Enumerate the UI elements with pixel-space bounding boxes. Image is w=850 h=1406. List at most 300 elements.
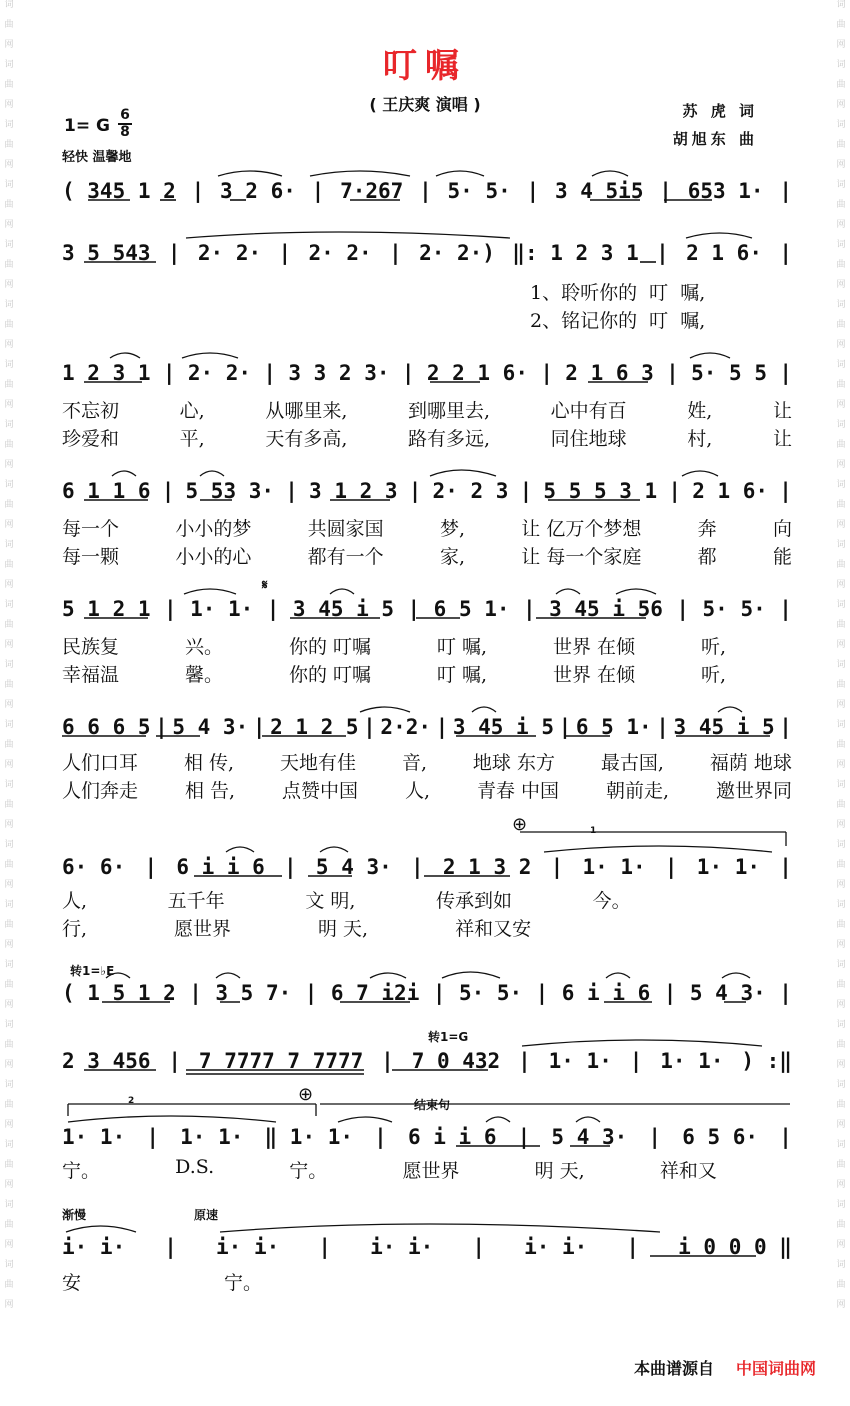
lyric: 邀世界同 bbox=[715, 780, 792, 802]
watermark-char: 曲 bbox=[836, 560, 846, 570]
slur bbox=[226, 847, 254, 852]
slur bbox=[360, 707, 410, 712]
measure: ( 345 1 2 bbox=[62, 179, 176, 203]
measure: 3 4 5i5 bbox=[554, 179, 644, 203]
lyric: 2、铭记你的 叮 嘱, bbox=[530, 310, 706, 332]
lyric: 小小的心 bbox=[175, 546, 252, 568]
lyric-line bbox=[62, 1156, 792, 1183]
watermark-char: 网 bbox=[836, 1060, 846, 1070]
measure: 5· 5· bbox=[458, 981, 523, 1005]
slur bbox=[370, 973, 406, 978]
lyric-line-verse1 bbox=[62, 886, 792, 913]
watermark-char: 曲 bbox=[836, 1040, 846, 1050]
watermark-char: 网 bbox=[4, 1120, 14, 1130]
a-tempo-label: 原速 bbox=[194, 1208, 219, 1222]
watermark-char: 网 bbox=[4, 220, 14, 230]
watermark-char: 词 bbox=[836, 540, 846, 550]
watermark-char: 词 bbox=[4, 300, 14, 310]
lyric: 村, bbox=[687, 428, 713, 450]
lyric: 路有多远, bbox=[407, 428, 491, 450]
lyric: 愿世界 bbox=[402, 1160, 460, 1182]
watermark-char: 网 bbox=[4, 40, 14, 50]
lyric: 让 bbox=[772, 428, 792, 450]
song-title: 叮嘱 bbox=[383, 46, 467, 86]
slur bbox=[338, 1117, 392, 1122]
watermark-char: 网 bbox=[4, 1300, 14, 1310]
measure: 5 1 2 1 bbox=[62, 597, 151, 621]
lyric: 相 传, bbox=[183, 752, 235, 774]
watermark-char: 网 bbox=[4, 520, 14, 530]
watermark-char: 词 bbox=[836, 60, 846, 70]
measure: 6 5 1· bbox=[433, 597, 510, 621]
slur bbox=[556, 589, 580, 594]
watermark-char: 曲 bbox=[4, 440, 14, 450]
lyric: 福荫 地球 bbox=[709, 752, 792, 774]
lyric: 音, bbox=[401, 752, 427, 774]
watermark-char: 词 bbox=[836, 180, 846, 190]
slur bbox=[68, 1116, 276, 1122]
measure: 3 5 7· bbox=[215, 981, 292, 1005]
lyric: 宁。 bbox=[289, 1160, 328, 1182]
watermark-char: 词 bbox=[4, 720, 14, 730]
watermark-char: 曲 bbox=[4, 980, 14, 990]
watermark-char: 曲 bbox=[4, 1040, 14, 1050]
watermark-char: 曲 bbox=[836, 500, 846, 510]
watermark-char: 网 bbox=[836, 400, 846, 410]
lyric: 相 告, bbox=[184, 780, 236, 802]
measure: 6 1 1 6 bbox=[62, 479, 151, 503]
lyric: 你的 叮嘱 bbox=[288, 664, 371, 686]
time-signature bbox=[118, 108, 132, 140]
lyric: 青春 中国 bbox=[476, 780, 560, 802]
watermark-char: 词 bbox=[836, 240, 846, 250]
measure: 3 1 2 3 bbox=[309, 479, 398, 503]
measure: 3 45 i 5 bbox=[673, 715, 775, 739]
lyric-line-verse2 bbox=[62, 660, 792, 687]
lyric-line bbox=[530, 306, 792, 333]
source-credit bbox=[634, 1356, 816, 1379]
lyric: 听, bbox=[700, 664, 727, 686]
watermark-char: 词 bbox=[836, 960, 846, 970]
lyric: 姓, bbox=[687, 400, 713, 422]
watermark-char: 词 bbox=[4, 60, 14, 70]
watermark-char: 曲 bbox=[836, 1220, 846, 1230]
slur bbox=[486, 1117, 510, 1122]
measure: 6 5 1· bbox=[575, 715, 652, 739]
watermark-char: 网 bbox=[4, 400, 14, 410]
lyric-line-verse2 bbox=[62, 776, 792, 803]
measure: 2 1 6· bbox=[692, 479, 769, 503]
watermark-char: 词 bbox=[836, 0, 846, 10]
lyric: 最古国, bbox=[600, 752, 664, 774]
measure: ‖ 1· 1· bbox=[264, 1125, 354, 1149]
watermark-char: 曲 bbox=[4, 1220, 14, 1230]
notation-system-10: 1· 1· | 1· 1· ‖ 1· 1· | 6 i i 6 | 5 4 3· | 6 5 6· | bbox=[62, 1125, 792, 1149]
watermark-char: 词 bbox=[836, 300, 846, 310]
time-signature-bottom: 8 bbox=[120, 124, 130, 140]
watermark-char: 网 bbox=[836, 1120, 846, 1130]
measure: ( 1 5 1 2 bbox=[62, 981, 176, 1005]
slur bbox=[722, 973, 750, 978]
lyric: 人, bbox=[62, 890, 88, 912]
lyric: 心, bbox=[179, 400, 205, 422]
watermark-char: 曲 bbox=[4, 80, 14, 90]
lyric: 点赞中国 bbox=[282, 780, 359, 802]
lyric: 世界 在倾 bbox=[552, 664, 636, 686]
watermark-char: 曲 bbox=[836, 320, 846, 330]
notation-system-5: 5 1 2 1 | 1· 1· | 3 45 i 5 | 6 5 1· | 3 45 i 56 | 5· 5· | bbox=[62, 597, 792, 621]
slur bbox=[182, 353, 238, 358]
lyric: 珍爱和 bbox=[62, 428, 120, 450]
lyric: 愿世界 bbox=[174, 918, 232, 940]
volta-1-label: 1 bbox=[590, 826, 597, 836]
key-signature: 1= G bbox=[64, 116, 110, 136]
measure: i· i· bbox=[216, 1235, 280, 1259]
measure: 3 3 2 3· bbox=[288, 361, 390, 385]
lyric: 1、聆听你的 叮 嘱, bbox=[530, 282, 706, 304]
measure: 2 1 2 5 bbox=[270, 715, 359, 739]
lyric: 不忘初 bbox=[62, 400, 120, 422]
measure: 6 5 6· bbox=[682, 1125, 759, 1149]
measure: ) :‖ bbox=[741, 1049, 792, 1073]
lyric: 天地有佳 bbox=[279, 752, 356, 774]
slur bbox=[184, 589, 236, 594]
lyric: 到哪里去, bbox=[407, 400, 491, 422]
lyric: 地球 东方 bbox=[472, 752, 555, 774]
lyric: 明 天, bbox=[534, 1160, 585, 1182]
modulation-g-label: 转1=G bbox=[428, 1030, 469, 1044]
lyric: 宁。 bbox=[62, 1160, 101, 1182]
lyric-line-verse1 bbox=[62, 632, 792, 659]
lyric: 能 bbox=[772, 546, 792, 568]
lyric: 传承到如 bbox=[436, 890, 513, 912]
measure: 2 1 6 3 bbox=[565, 361, 654, 385]
notation-system-2: 3 5 543 | 2· 2· | 2· 2· | 2· 2·) ‖: 1 2 3 1 | 2 1 6· | bbox=[62, 241, 792, 265]
lyric: 每一颗 bbox=[62, 546, 120, 568]
lyric: 梦, bbox=[439, 518, 465, 540]
slur bbox=[616, 589, 656, 594]
watermark-char: 网 bbox=[4, 280, 14, 290]
source-credit-prefix: 本曲谱源自 bbox=[633, 1359, 714, 1378]
watermark-char: 词 bbox=[4, 660, 14, 670]
lyric: 兴。 bbox=[184, 636, 223, 658]
watermark-char: 词 bbox=[836, 840, 846, 850]
lyric: 明 天, bbox=[318, 918, 369, 940]
measure: 2 1 3 2 bbox=[442, 855, 532, 879]
lyric: 你的 叮嘱 bbox=[288, 636, 371, 658]
watermark-char: 网 bbox=[836, 940, 846, 950]
lyric: 馨。 bbox=[184, 664, 223, 686]
measure: 3 45 i 56 bbox=[549, 597, 663, 621]
measure: 2· 2·) bbox=[419, 241, 495, 265]
notation-system-6: 6 6 6 5 | 5 4 3· | 2 1 2 5 | 2·2· | 3 45 i 5 | 6 5 1· | 3 45 i 5 | bbox=[62, 715, 792, 739]
lyric: 宁。 bbox=[223, 1272, 262, 1294]
watermark-char: 网 bbox=[4, 580, 14, 590]
watermark-char: 曲 bbox=[4, 1160, 14, 1170]
watermark-char: 曲 bbox=[4, 140, 14, 150]
measure: 2· 2· bbox=[187, 361, 252, 385]
measure: 7 0 432 bbox=[411, 1049, 501, 1073]
watermark-char: 词 bbox=[836, 660, 846, 670]
watermark-char: 曲 bbox=[836, 920, 846, 930]
measure: 6 i i 6 bbox=[176, 855, 265, 879]
slur bbox=[110, 353, 140, 358]
watermark-char: 网 bbox=[836, 580, 846, 590]
watermark-char: 曲 bbox=[4, 260, 14, 270]
lyric: 人, bbox=[404, 780, 431, 802]
watermark-char: 词 bbox=[836, 720, 846, 730]
watermark-char: 网 bbox=[4, 940, 14, 950]
watermark-char: 词 bbox=[4, 1200, 14, 1210]
measure: 7·267 bbox=[340, 179, 404, 203]
watermark-char: 词 bbox=[4, 960, 14, 970]
source-site-link[interactable]: 中国词曲网 bbox=[735, 1359, 816, 1378]
measure: 2 1 6· bbox=[686, 241, 762, 265]
lyric: 五千年 bbox=[167, 890, 225, 912]
watermark-char: 词 bbox=[4, 240, 14, 250]
lyric-line-verse1 bbox=[62, 514, 792, 541]
measure: 1· 1· bbox=[696, 855, 761, 879]
lyric-line-verse2 bbox=[62, 914, 792, 941]
measure: 6· 6· bbox=[62, 855, 126, 879]
slur bbox=[216, 973, 240, 978]
lyric: 今。 bbox=[592, 890, 631, 912]
watermark-char: 网 bbox=[4, 100, 14, 110]
measure: i 0 0 0 ‖ bbox=[678, 1235, 792, 1259]
watermark-char: 曲 bbox=[836, 380, 846, 390]
watermark-char: 曲 bbox=[836, 80, 846, 90]
lyric: 民族复 bbox=[62, 636, 120, 658]
lyric-line bbox=[62, 1268, 262, 1295]
watermark-char: 网 bbox=[836, 220, 846, 230]
lyric: 世界 在倾 bbox=[552, 636, 636, 658]
lyric: D.S. bbox=[175, 1156, 215, 1178]
watermark-char: 词 bbox=[836, 900, 846, 910]
watermark-char: 曲 bbox=[836, 620, 846, 630]
watermark-char: 曲 bbox=[4, 740, 14, 750]
watermark-char: 词 bbox=[4, 1260, 14, 1270]
lyric: 听, bbox=[700, 636, 727, 658]
measure: 5 4 3· bbox=[315, 855, 392, 879]
measure: 5 4 3· bbox=[172, 715, 249, 739]
watermark-char: 曲 bbox=[4, 680, 14, 690]
measure: 7 7777 7 7777 bbox=[198, 1049, 364, 1073]
measure: 6 i i 6 bbox=[561, 981, 651, 1005]
lyric: 共圆家国 bbox=[307, 518, 384, 540]
watermark-char: 网 bbox=[836, 520, 846, 530]
measure: 2·2· bbox=[380, 715, 431, 739]
watermark-char: 曲 bbox=[836, 1100, 846, 1110]
watermark-char: 网 bbox=[836, 700, 846, 710]
lyric: 叮 嘱, bbox=[436, 664, 488, 686]
measure: 1· 1· bbox=[548, 1049, 612, 1073]
watermark-char: 网 bbox=[836, 880, 846, 890]
slur bbox=[576, 1117, 600, 1122]
watermark-char: 曲 bbox=[836, 980, 846, 990]
slur bbox=[686, 233, 752, 238]
watermark-char: 词 bbox=[836, 1260, 846, 1270]
composer-credit: 胡旭东 曲 bbox=[672, 130, 758, 148]
slur bbox=[606, 973, 630, 978]
measure: 2 3 456 bbox=[62, 1049, 151, 1073]
lyric: 祥和又 bbox=[659, 1160, 717, 1182]
watermark-char: 词 bbox=[836, 120, 846, 130]
watermark-char: 网 bbox=[836, 100, 846, 110]
slur bbox=[522, 1040, 762, 1046]
watermark-char: 曲 bbox=[836, 140, 846, 150]
measure: 2· 2· bbox=[308, 241, 372, 265]
watermark-char: 网 bbox=[836, 760, 846, 770]
watermark-char: 词 bbox=[836, 1080, 846, 1090]
slur bbox=[430, 470, 496, 476]
watermark-char: 曲 bbox=[4, 1100, 14, 1110]
watermark-char: 词 bbox=[4, 900, 14, 910]
watermark-char: 网 bbox=[4, 340, 14, 350]
lyric-line-verse2 bbox=[62, 424, 792, 451]
watermark-char: 曲 bbox=[836, 440, 846, 450]
measure: 5· 5 5 bbox=[691, 361, 767, 385]
watermark-char: 曲 bbox=[836, 200, 846, 210]
measure: 2 2 1 6· bbox=[426, 361, 528, 385]
watermark-char: 曲 bbox=[836, 680, 846, 690]
watermark-char: 网 bbox=[4, 640, 14, 650]
measure: 3 2 6· bbox=[220, 179, 296, 203]
watermark-char: 词 bbox=[836, 600, 846, 610]
measure: i· i· bbox=[524, 1235, 588, 1259]
lyric: 每一个 bbox=[62, 518, 120, 540]
watermark-char: 词 bbox=[4, 1020, 14, 1030]
lyric: 家, bbox=[439, 546, 465, 568]
measure: ‖: 1 2 3 1 bbox=[512, 241, 639, 265]
lyric-line bbox=[530, 278, 792, 305]
watermark-char: 词 bbox=[836, 1020, 846, 1030]
watermark-char: 网 bbox=[836, 1240, 846, 1250]
slur bbox=[218, 171, 282, 176]
watermark-char: 词 bbox=[4, 480, 14, 490]
slur bbox=[690, 353, 730, 358]
watermark-char: 网 bbox=[836, 280, 846, 290]
measure: 3 45 i 5 bbox=[452, 715, 554, 739]
lyric: 让 bbox=[772, 400, 792, 422]
watermark-char: 曲 bbox=[836, 860, 846, 870]
lyric: 人们口耳 bbox=[62, 752, 139, 774]
slur bbox=[436, 171, 484, 176]
watermark-char: 词 bbox=[4, 600, 14, 610]
watermark-char: 网 bbox=[836, 160, 846, 170]
watermark-char: 曲 bbox=[4, 860, 14, 870]
watermark-char: 网 bbox=[4, 1000, 14, 1010]
lyric: 平, bbox=[179, 428, 205, 450]
ritardando-label: 渐慢 bbox=[62, 1208, 87, 1222]
watermark-char: 词 bbox=[4, 540, 14, 550]
watermark-char: 网 bbox=[4, 700, 14, 710]
lyric: 天有多高, bbox=[265, 428, 348, 450]
notation-system-11: i· i· | i· i· | i· i· | i· i· | i 0 0 0 ‖ bbox=[62, 1235, 792, 1259]
watermark-char: 词 bbox=[4, 120, 14, 130]
slur bbox=[472, 707, 496, 712]
watermark-char: 词 bbox=[836, 1200, 846, 1210]
measure: 1· 1· bbox=[190, 597, 254, 621]
notation-system-3: 1 2 3 1 | 2· 2· | 3 3 2 3· | 2 2 1 6· | 2 1 6 3 | 5· 5 5 | bbox=[62, 361, 792, 385]
lyric: 奔 bbox=[697, 518, 717, 540]
measure: 1· 1· bbox=[180, 1125, 244, 1149]
measure: i· i· bbox=[370, 1235, 434, 1259]
lyric: 朝前走, bbox=[605, 780, 670, 802]
slur bbox=[320, 847, 348, 852]
notation-system-7: 6· 6· | 6 i i 6 | 5 4 3· | 2 1 3 2 | 1· 1· | 1· 1· | bbox=[62, 855, 792, 879]
measure: 1 2 3 1 bbox=[62, 361, 151, 385]
slur bbox=[442, 972, 500, 978]
measure: 2· 2 3 bbox=[432, 479, 509, 503]
lyric: 向 bbox=[772, 518, 792, 540]
measure: 5 53 3· bbox=[185, 479, 275, 503]
left-watermark-strip bbox=[2, 0, 16, 1406]
watermark-char: 网 bbox=[4, 1060, 14, 1070]
measure: 6 i i 6 bbox=[407, 1125, 497, 1149]
watermark-char: 网 bbox=[836, 1180, 846, 1190]
watermark-char: 曲 bbox=[4, 20, 14, 30]
lyric: 都有一个 bbox=[307, 546, 384, 568]
lyric: 祥和又安 bbox=[455, 918, 532, 940]
watermark-char: 词 bbox=[836, 480, 846, 490]
watermark-char: 网 bbox=[836, 340, 846, 350]
coda-sign: ⊕ bbox=[298, 1084, 314, 1105]
lyric: 让 每一个家庭 bbox=[521, 546, 642, 568]
time-signature-top: 6 bbox=[120, 107, 130, 123]
watermark-char: 曲 bbox=[836, 1160, 846, 1170]
lyric: 同住地球 bbox=[550, 428, 627, 450]
watermark-char: 网 bbox=[836, 820, 846, 830]
measure: 3 45 i 5 bbox=[292, 597, 395, 621]
lyric: 让 亿万个梦想 bbox=[521, 518, 642, 540]
watermark-char: 曲 bbox=[836, 260, 846, 270]
watermark-char: 曲 bbox=[4, 380, 14, 390]
watermark-char: 曲 bbox=[4, 920, 14, 930]
measure: 5· 5· bbox=[702, 597, 766, 621]
coda-sign: ⊕ bbox=[512, 814, 528, 835]
measure: 5 4 3· bbox=[551, 1125, 628, 1149]
watermark-char: 词 bbox=[4, 180, 14, 190]
volta-2-label: 2 bbox=[128, 1096, 135, 1106]
watermark-char: 词 bbox=[4, 1080, 14, 1090]
measure: 1· 1· bbox=[62, 1125, 126, 1149]
notation-system-1: ( 345 1 2 | 3 2 6· | 7·267 | 5· 5· | 3 4 5i5 | 653 1· | bbox=[62, 179, 792, 203]
watermark-char: 曲 bbox=[4, 500, 14, 510]
lyric: 行, bbox=[62, 918, 88, 940]
watermark-char: 词 bbox=[4, 1140, 14, 1150]
lyric: 安 bbox=[62, 1272, 82, 1294]
watermark-char: 网 bbox=[836, 1300, 846, 1310]
watermark-char: 网 bbox=[4, 880, 14, 890]
watermark-char: 网 bbox=[4, 760, 14, 770]
slur bbox=[718, 707, 742, 712]
watermark-char: 词 bbox=[836, 360, 846, 370]
lyric: 文 明, bbox=[305, 890, 356, 912]
watermark-char: 曲 bbox=[4, 200, 14, 210]
slur bbox=[330, 589, 354, 594]
watermark-char: 曲 bbox=[836, 1280, 846, 1290]
segno-sign: 𝄋 bbox=[262, 578, 268, 593]
measure: 5· 5· bbox=[447, 179, 511, 203]
notation-system-8: ( 1 5 1 2 | 3 5 7· | 6 7 i2i | 5· 5· | 6 i i 6 | 5 4 3· | bbox=[62, 981, 792, 1005]
watermark-char: 词 bbox=[4, 0, 14, 10]
watermark-char: 网 bbox=[836, 40, 846, 50]
modulation-eb-label: 转1=♭E bbox=[70, 964, 115, 978]
singer-credit: ( 王庆爽 演唱 ) bbox=[369, 95, 481, 114]
slur bbox=[112, 471, 136, 476]
slur bbox=[200, 471, 224, 476]
measure: 1· 1· bbox=[660, 1049, 724, 1073]
